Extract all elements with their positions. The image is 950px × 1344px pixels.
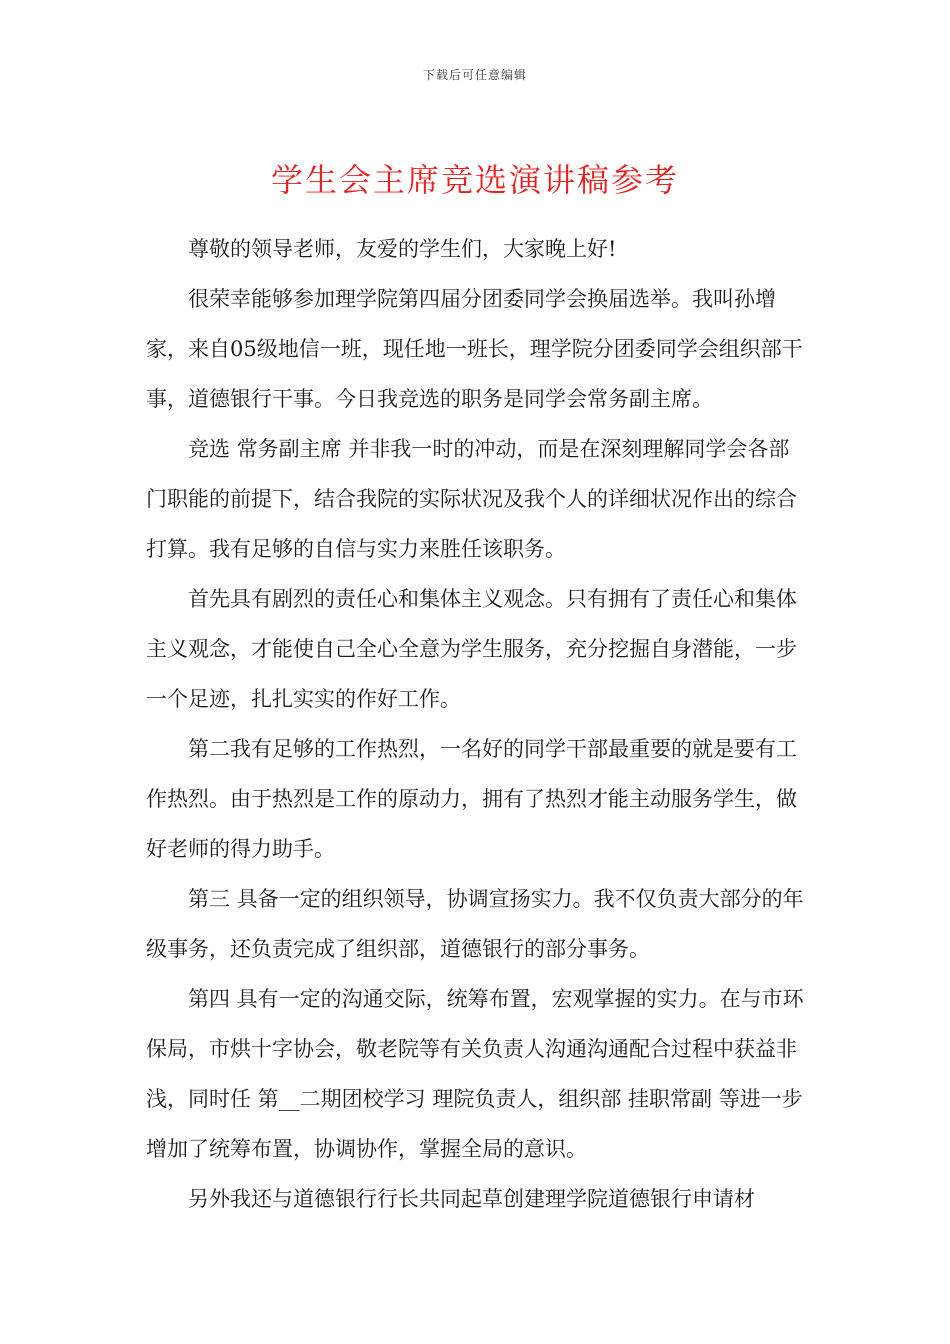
paragraph-motivation: 竞选 常务副主席 并非我一时的冲动，而是在深刻理解同学会各部门职能的前提下，结合我院的实际状况及我个人的详细状况作出的综合打算。我有足够的自信与实力来胜任该职务。 bbox=[146, 437, 797, 561]
header-note: 下载后可任意编辑 bbox=[422, 68, 527, 82]
paragraph-additional: 另外我还与道德银行行长共同起草创建理学院道德银行申请材 bbox=[188, 1187, 755, 1211]
paragraph-introduction: 很荣幸能够参加理学院第四届分团委同学会换届选举。我叫孙增家，来自05级地信一班，现任地一班长，理学院分团委同学会组织部干事，道德银行干事。今日我竞选的职务是同学会常务副主席。 bbox=[146, 287, 803, 411]
paragraph-point-four: 第四 具有一定的沟通交际，统筹布置，宏观掌握的实力。在与市环保局，市烘十字协会，敬老院等有关负责人沟通沟通配合过程中获益非浅，同时任 第__二期团校学习 理院负责人，组织部 挂职常副 等进一步增加了统筹布置，协调协作，掌握全局的意识。 bbox=[146, 987, 804, 1161]
paragraph-greeting: 尊敬的领导老师，友爱的学生们，大家晚上好! bbox=[188, 237, 617, 261]
document-body bbox=[146, 224, 810, 1224]
paragraph-point-two: 第二我有足够的工作热烈，一名好的同学干部最重要的就是要有工作热烈。由于热烈是工作的原动力，拥有了热烈才能主动服务学生，做好老师的得力助手。 bbox=[146, 737, 797, 861]
document-title: 学生会主席竞选演讲稿参考 bbox=[270, 161, 679, 200]
paragraph-point-three: 第三 具备一定的组织领导，协调宣扬实力。我不仅负责大部分的年级事务，还负责完成了组织部，道德银行的部分事务。 bbox=[146, 887, 804, 961]
paragraph-point-one: 首先具有剧烈的责任心和集体主义观念。只有拥有了责任心和集体主义观念，才能使自己全心全意为学生服务，充分挖掘自身潜能，一步一个足迹，扎扎实实的作好工作。 bbox=[146, 587, 797, 711]
